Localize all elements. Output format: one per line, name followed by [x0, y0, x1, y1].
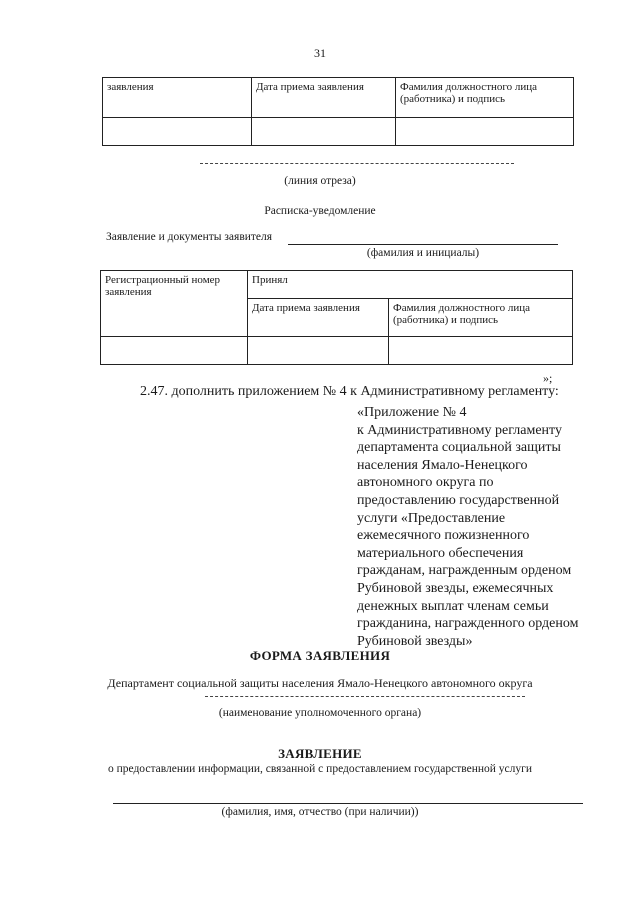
- appendix-line: услуги «Предоставление: [357, 510, 506, 526]
- docs-caption: (фамилия и инициалы): [366, 247, 480, 259]
- department-underline: [205, 696, 525, 697]
- department-name: Департамент социальной защиты населения Ямало-Ненецкого автономного округа: [107, 676, 533, 690]
- table-cell: [101, 337, 248, 365]
- official-header: Фамилия должностного лица (работника) и подпись: [389, 299, 573, 337]
- reg-number-header: Регистрационный номер заявления: [101, 271, 248, 337]
- amendment-end-mark: »;: [543, 371, 553, 385]
- docs-label: Заявление и документы заявителя: [106, 231, 273, 243]
- appendix-line: департамента социальной защиты: [357, 440, 561, 456]
- table-cell: Фамилия должностного лица (работника) и подпись: [396, 78, 574, 118]
- table-cell: [252, 118, 396, 146]
- table-cell: [103, 118, 252, 146]
- appendix-line: населения Ямало-Ненецкого: [357, 457, 528, 473]
- appendix-line: к Административному регламенту: [357, 422, 562, 438]
- application-title: ЗАЯВЛЕНИЕ: [278, 746, 362, 761]
- receipt-title: Расписка-уведомление: [264, 205, 376, 217]
- appendix-line: денежных выплат членам семьи: [357, 598, 549, 614]
- appendix-line: Рубиновой звезды»: [357, 633, 473, 649]
- table-cell: [389, 337, 573, 365]
- appendix-line: «Приложение № 4: [357, 405, 467, 420]
- table-cell: [396, 118, 574, 146]
- cut-line-label: (линия отреза): [284, 175, 356, 187]
- page-number: 31: [314, 46, 326, 60]
- appendix-line: ежемесячного пожизненного: [357, 528, 530, 544]
- table-cell: [248, 337, 389, 365]
- table-cell: заявления: [103, 78, 252, 118]
- appendix-line: Рубиновой звезды, ежемесячных: [357, 580, 554, 596]
- appendix-line: гражданам, награжденным орденом: [357, 563, 572, 579]
- accepted-header: Принял: [248, 271, 573, 299]
- table-cell: Дата приема заявления: [252, 78, 396, 118]
- fio-caption: (фамилия, имя, отчество (при наличии)): [221, 806, 419, 818]
- fio-underline: [113, 803, 583, 804]
- appendix-line: материального обеспечения: [357, 545, 524, 561]
- amendment-text: 2.47. дополнить приложением № 4 к Административному регламенту:: [140, 384, 559, 399]
- appendix-line: предоставлению государственной: [357, 492, 560, 508]
- form-title: ФОРМА ЗАЯВЛЕНИЯ: [249, 648, 391, 663]
- cut-line: [200, 163, 514, 164]
- department-caption: (наименование уполномоченного органа): [218, 707, 422, 719]
- top-table: [102, 77, 574, 146]
- appendix-line: гражданина, награжденного орденом: [357, 616, 579, 632]
- application-subtitle: о предоставлении информации, связанной с предоставлением государственной услуги: [107, 763, 533, 775]
- date-header: Дата приема заявления: [248, 299, 389, 337]
- appendix-line: автономного округа по: [357, 475, 494, 491]
- docs-underline: [288, 244, 558, 245]
- receipt-table: [100, 270, 573, 365]
- appendix-header: [357, 404, 607, 650]
